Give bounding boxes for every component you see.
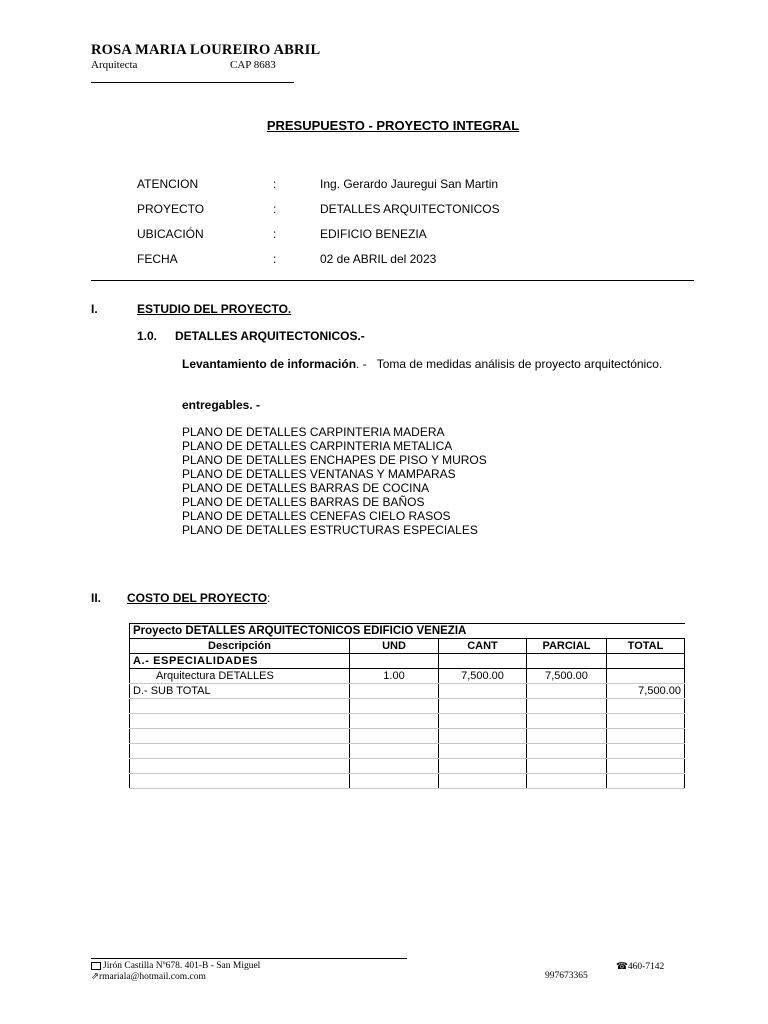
header-descripcion: Descripción	[130, 639, 350, 654]
envelope-icon	[91, 962, 101, 970]
levantamiento-text: Toma de medidas análisis de proyecto arquitectónico.	[376, 357, 663, 371]
table-row-empty	[130, 744, 685, 759]
list-item: PLANO DE DETALLES ENCHAPES DE PISO Y MUROS	[182, 453, 487, 467]
item-cant: 7,500.00	[439, 669, 527, 684]
plans-list	[182, 425, 487, 537]
telephone-icon: ☎	[616, 962, 628, 972]
info-value: EDIFICIO BENEZIA	[320, 227, 427, 241]
subsection-number: 1.0.	[137, 329, 158, 343]
levantamiento-separator: . -	[356, 357, 367, 371]
table-header-row	[130, 639, 685, 654]
specialities-label: A.- ESPECIALIDADES	[130, 654, 350, 669]
info-value: Ing. Gerardo Jauregui San Martin	[320, 177, 499, 191]
footer-address-line	[91, 961, 260, 971]
table-row-empty	[130, 699, 685, 714]
item-total	[607, 669, 685, 684]
table-row-empty	[130, 729, 685, 744]
list-item: PLANO DE DETALLES CARPINTERIA METALICA	[182, 439, 453, 453]
info-separator: :	[273, 202, 277, 216]
table-row-empty	[130, 774, 685, 789]
section-2-heading	[127, 591, 270, 605]
list-item: PLANO DE DETALLES ESTRUCTURAS ESPECIALES	[182, 523, 478, 537]
table-row-empty	[130, 714, 685, 729]
author-name: ROSA MARIA LOUREIRO ABRIL	[91, 42, 321, 58]
header-cant: CANT	[439, 639, 527, 654]
mouse-pointer-icon: ⇗	[91, 972, 99, 982]
levantamiento-label: Levantamiento de información	[182, 357, 357, 371]
author-role: Arquitecta	[91, 59, 138, 71]
header-parcial: PARCIAL	[527, 639, 607, 654]
footer-divider	[91, 958, 407, 959]
header-divider	[91, 82, 294, 83]
entregables-label: entregables	[182, 398, 250, 412]
section-1-number: I.	[91, 302, 98, 316]
info-divider	[91, 280, 694, 281]
entregables-separator: . -	[249, 398, 261, 412]
levantamiento-line	[182, 357, 662, 371]
footer-mobile: 997673365	[545, 971, 588, 981]
table-row-item	[130, 669, 685, 684]
entregables-line	[182, 398, 260, 412]
header-und: UND	[350, 639, 439, 654]
table-row-subtotal	[130, 684, 685, 699]
footer-phone-line	[616, 961, 664, 972]
info-value: 02 de ABRIL del 2023	[320, 252, 437, 266]
info-value: DETALLES ARQUITECTONICOS	[320, 202, 500, 216]
info-label: UBICACIÓN	[137, 227, 204, 241]
section-1-title: ESTUDIO DEL PROYECTO.	[137, 302, 292, 316]
subtotal-total: 7,500.00	[607, 684, 685, 699]
item-description: Arquitectura DETALLES	[130, 669, 350, 684]
table-row-empty	[130, 759, 685, 774]
author-cap: CAP 8683	[230, 59, 276, 71]
list-item: PLANO DE DETALLES VENTANAS Y MAMPARAS	[182, 467, 456, 481]
footer-address: Jirón Castilla Nº678. 401-B - San Miguel	[103, 961, 261, 971]
info-label: ATENCION	[137, 177, 199, 191]
item-parcial: 7,500.00	[527, 669, 607, 684]
section-2-title: COSTO DEL PROYECTO	[127, 591, 268, 605]
section-2-number: II.	[91, 591, 102, 605]
table-title: Proyecto DETALLES ARQUITECTONICOS EDIFICIO VENEZIA	[130, 624, 685, 639]
subsection-title: DETALLES ARQUITECTONICOS.-	[175, 329, 365, 343]
table-title-row	[130, 624, 685, 639]
info-label: PROYECTO	[137, 202, 205, 216]
table-row-specialities	[130, 654, 685, 669]
subtotal-label: D.- SUB TOTAL	[130, 684, 350, 699]
footer-email: rmariala@hotmail.com.com	[98, 972, 206, 982]
item-und: 1.00	[350, 669, 439, 684]
list-item: PLANO DE DETALLES BARRAS DE COCINA	[182, 481, 430, 495]
info-separator: :	[273, 227, 277, 241]
document-title: PRESUPUESTO - PROYECTO INTEGRAL	[266, 118, 520, 133]
info-separator: :	[273, 252, 277, 266]
footer-email-line	[91, 971, 206, 982]
info-separator: :	[273, 177, 277, 191]
list-item: PLANO DE DETALLES CARPINTERIA MADERA	[182, 425, 445, 439]
header-total: TOTAL	[607, 639, 685, 654]
section-2-title-suffix: :	[267, 591, 271, 605]
footer-phone: 460-7142	[627, 962, 665, 972]
list-item: PLANO DE DETALLES BARRAS DE BAÑOS	[182, 495, 425, 509]
info-label: FECHA	[137, 252, 178, 266]
budget-table	[129, 623, 685, 789]
list-item: PLANO DE DETALLES CENEFAS CIELO RASOS	[182, 509, 451, 523]
